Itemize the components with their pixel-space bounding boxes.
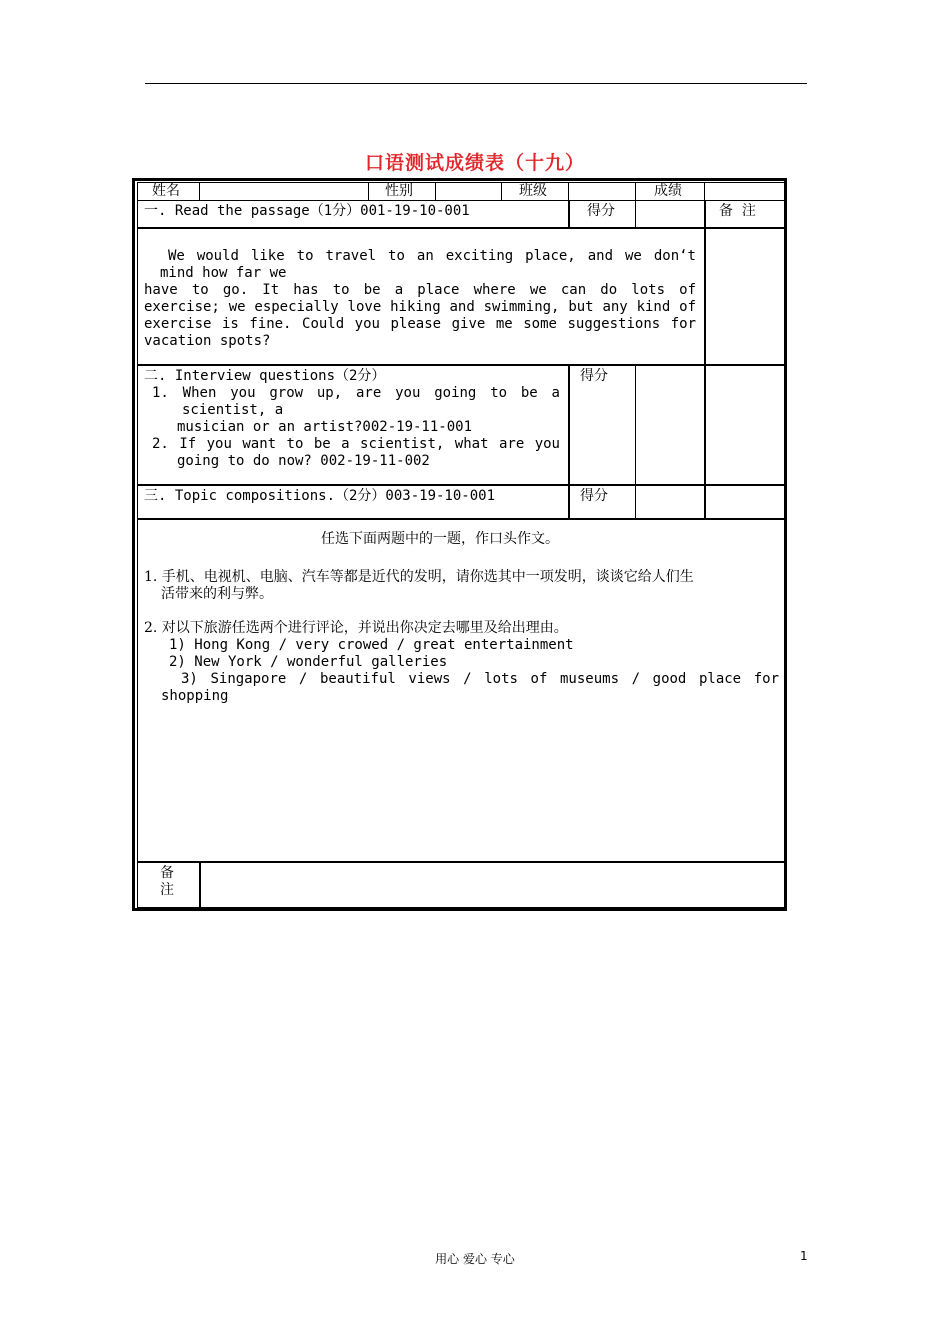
row-divider	[137, 484, 786, 486]
bottom-remarks-label: 注	[160, 882, 174, 898]
passage-line: vacation spots?	[144, 333, 271, 349]
topic2-item: shopping	[161, 688, 229, 704]
topic2-item: 3) Singapore / beautiful views / lots of museums / good place for	[181, 671, 779, 687]
col-divider	[568, 364, 570, 520]
row-divider	[137, 518, 786, 520]
score-label: 成绩	[654, 183, 682, 199]
passage-line: exercise is fine. Could you please give me some suggestions for	[144, 316, 696, 332]
passage-line: have to go. It has to be a place where we can do lots of	[144, 282, 696, 298]
topic2-item-wrap	[161, 671, 779, 705]
col-divider	[501, 182, 502, 201]
passage-line: exercise; we especially love hiking and swimming, but any kind of	[144, 299, 696, 315]
col-divider	[635, 182, 636, 201]
col-divider	[199, 861, 201, 908]
col-divider	[199, 182, 200, 201]
row-divider	[137, 227, 786, 229]
name-label: 姓名	[152, 183, 180, 199]
question-line: going to do now? 002-19-11-002	[177, 453, 430, 469]
row-divider	[137, 364, 786, 366]
interview-questions	[152, 385, 560, 470]
topic1-line: 1. 手机、电视机、电脑、汽车等都是近代的发明，请你选其中一项发明，谈谈它给人们生	[144, 569, 694, 585]
topic1-line: 活带来的利与弊。	[161, 586, 273, 602]
reading-passage	[144, 248, 696, 350]
col-divider	[368, 182, 369, 201]
bottom-remarks-label: 备	[160, 865, 174, 881]
col-divider	[704, 200, 706, 229]
section1-heading: 一. Read the passage（1分）001-19-10-001	[144, 203, 470, 219]
composition-instruction: 任选下面两题中的一题，作口头作文。	[321, 531, 559, 547]
col-divider	[568, 182, 569, 201]
col-divider	[704, 364, 706, 520]
page-footer: 用心 爱心 专心	[435, 1252, 515, 1266]
col-divider	[435, 182, 436, 201]
section3-heading: 三. Topic compositions.（2分）003-19-10-001	[144, 488, 496, 504]
col-divider	[635, 200, 636, 229]
question-line: 1. When you grow up, are you going to be a	[152, 385, 560, 401]
row-divider	[137, 861, 786, 863]
section1-score-label: 得分	[587, 203, 615, 219]
page-number: 1	[800, 1249, 808, 1263]
topic2-item: 2) New York / wonderful galleries	[169, 654, 448, 670]
col-divider	[635, 364, 636, 520]
question-line: musician or an artist?002-19-11-001	[177, 419, 473, 435]
passage-line: We would like to travel to an exciting place, and we don‘t	[144, 248, 696, 264]
topic2-item: 1) Hong Kong / very crowed / great entertainment	[169, 637, 574, 653]
page-title: 口语测试成绩表（十九）	[364, 152, 585, 174]
question-line: 2. If you want to be a scientist, what are you	[152, 436, 560, 452]
remarks-label: 备 注	[719, 203, 756, 219]
col-divider	[704, 227, 706, 366]
top-rule	[145, 83, 807, 84]
col-divider	[704, 182, 705, 201]
question-line: scientist, a	[182, 402, 284, 418]
col-divider	[568, 200, 570, 229]
section2-score-label: 得分	[580, 368, 608, 384]
section3-score-label: 得分	[580, 488, 608, 504]
passage-line: mind how far we	[160, 265, 287, 281]
section2-heading: 二. Interview questions（2分）	[144, 368, 386, 384]
topic2-heading: 2. 对以下旅游任选两个进行评论，并说出你决定去哪里及给出理由。	[144, 620, 568, 636]
gender-label: 性别	[385, 183, 413, 199]
class-label: 班级	[519, 183, 547, 199]
row-divider	[137, 200, 786, 201]
